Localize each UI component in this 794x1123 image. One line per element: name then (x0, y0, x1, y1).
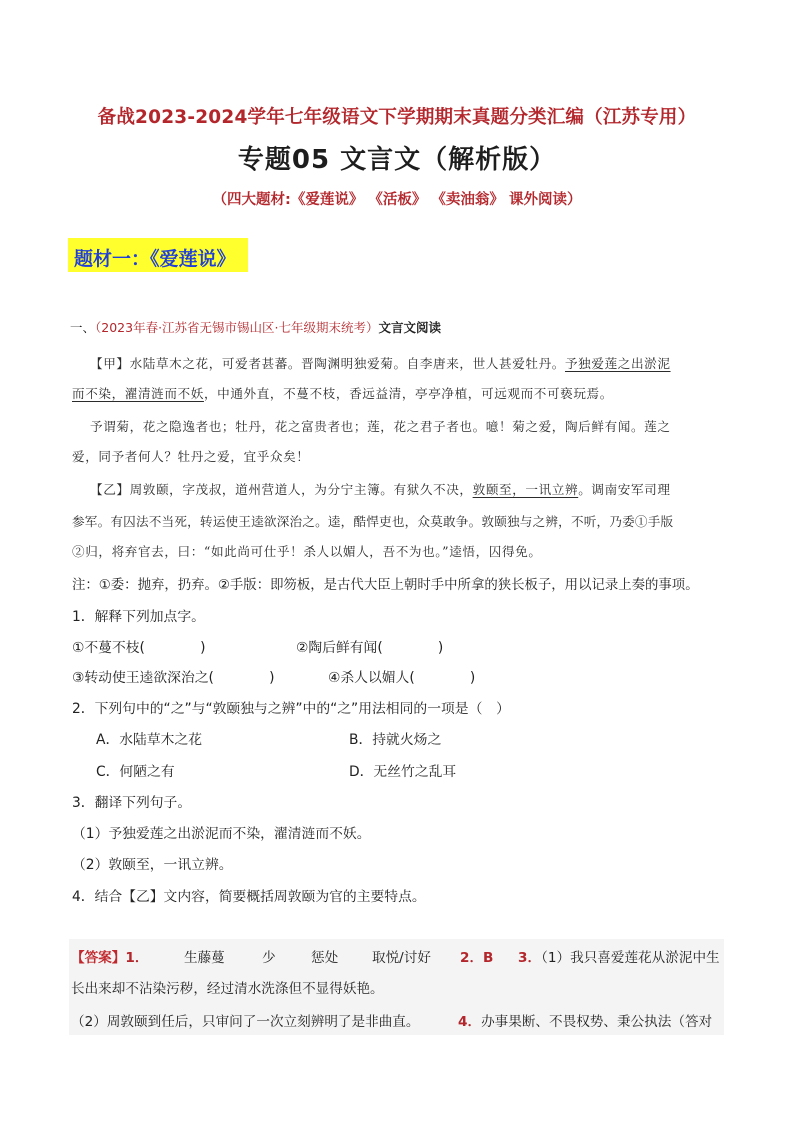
passage-jia-line-2 (72, 383, 613, 402)
answer-label: 【答案】 (71, 950, 126, 966)
q3-sentence-2: （2）敦颐至，一讯立辨。 (72, 857, 233, 873)
answer-line-2: 长出来却不沾染污秽，经过清水洗涤但不显得妖艳。 (71, 981, 384, 997)
question-1: 1．解释下列加点字。 (72, 609, 205, 625)
answer-3-1 (518, 946, 720, 966)
series-title: 备战2023-2024学年七年级语文下学期期末真题分类汇编（江苏专用） (97, 107, 697, 128)
footnote: 注：①委：抛弃，扔弃。②手版：即笏板，是古代大臣上朝时手中所拿的狭长板子，用以记录上奏的事项。 (72, 578, 699, 593)
q1-item-c: ③转动使王逵欲深治之( ) (72, 670, 275, 686)
answer-text: （1）我只喜爱莲花从淤泥中生 (541, 950, 720, 966)
passage-jia-line-3: 予谓菊，花之隐逸者也；牡丹，花之富贵者也；莲，花之君子者也。噫！菊之爱，陶后鲜有闻。莲之 (90, 419, 671, 434)
answer-number: 2．B (460, 950, 494, 966)
q1-item-b: ②陶后鲜有闻( ) (296, 640, 444, 656)
answer-1-a: 生藤蔓 (184, 950, 225, 966)
answer-text: 办事果断、不畏权势、秉公执法（答对 (481, 1014, 713, 1030)
passage-yi-line-2: 参军。有囚法不当死，转运使王逵欲深治之。逵，酷悍吏也，众莫敢争。敦颐独与之辨，不听，乃委①手版 (72, 514, 674, 529)
answer-line-1 (71, 946, 148, 966)
question-number: 一、 (70, 320, 96, 335)
underlined-text: 敦颐至，一讯立辨 (472, 482, 579, 497)
question-2: 2．下列句中的“之”与“敦颐独与之辨”中的“之”用法相同的一项是（ ） (72, 701, 510, 717)
passage-text: 【乙】周敦颐，字茂叔，道州营道人，为分宁主簿。有狱久不决， (90, 482, 473, 497)
passage-text: 【甲】水陆草木之花，可爱者甚蕃。晋陶渊明独爱菊。自李唐来，世人甚爱牡丹。 (90, 356, 565, 371)
passage-text: 。调南安军司理 (578, 482, 671, 497)
passage-jia-line-4: 爱，同予者何人？牡丹之爱，宜乎众矣！ (72, 449, 310, 464)
subtitle: （四大题材:《爱莲说》 《活板》 《卖油翁》 课外阅读） (212, 192, 582, 208)
q2-option-b: B．持就火炀之 (349, 732, 442, 748)
question-type: 文言文阅读 (378, 320, 442, 335)
q2-option-a: A．水陆草木之花 (96, 732, 203, 748)
answer-4 (458, 1010, 712, 1030)
answer-number: 3． (518, 950, 542, 966)
q1-item-a: ①不蔓不枝( ) (72, 640, 206, 656)
q2-option-c: C．何陋之有 (96, 764, 175, 780)
answer-line-3: （2）周敦颐到任后，只审问了一次立刻辨明了是非曲直。 (71, 1014, 420, 1030)
question-header (70, 318, 441, 336)
question-4: 4．结合【乙】文内容，简要概括周敦颐为官的主要特点。 (72, 889, 426, 905)
q1-item-d: ④杀人以媚人( ) (328, 670, 476, 686)
answer-1-c: 惩处 (311, 950, 339, 966)
topic-heading: 题材一：《爱莲说》 (74, 248, 236, 270)
answer-number: 1． (125, 950, 149, 966)
q3-sentence-1: （1）予独爱莲之出淤泥而不染，濯清涟而不妖。 (72, 826, 371, 842)
q2-option-d: D．无丝竹之乱耳 (349, 764, 457, 780)
passage-text: ，中通外直，不蔓不枝，香远益清，亭亭净植，可远观而不可亵玩焉。 (203, 386, 613, 401)
question-3: 3．翻译下列句子。 (72, 795, 192, 811)
underlined-text: 而不染，濯清涟而不妖 (72, 386, 204, 401)
passage-yi-line-3: ②归，将弃官去，曰：“如此尚可仕乎！杀人以媚人，吾不为也。”逵悟，囚得免。 (72, 544, 542, 559)
answer-1-b: 少 (262, 950, 276, 966)
question-source: （2023年春·江苏省无锡市锡山区·七年级期末统考） (95, 320, 379, 335)
page-title: 专题05 文言文（解析版） (237, 145, 557, 175)
underlined-text: 予独爱莲之出淤泥 (564, 356, 671, 371)
answer-number: 4． (458, 1014, 482, 1030)
passage-jia-line-1 (90, 353, 671, 372)
passage-yi-line-1 (90, 479, 671, 498)
answer-2 (460, 946, 493, 966)
answer-1-d: 取悦/讨好 (372, 950, 431, 966)
